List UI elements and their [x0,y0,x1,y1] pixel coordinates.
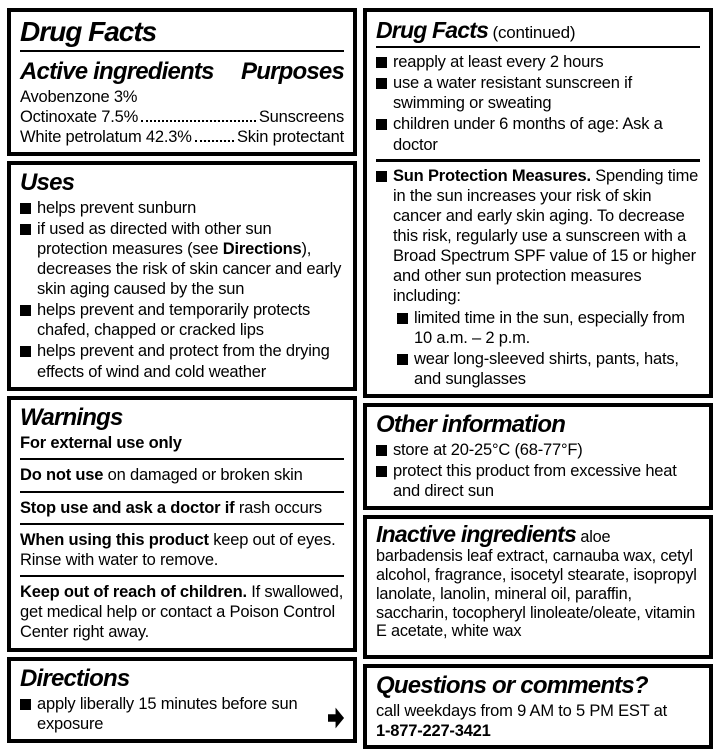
warning-text: If swallowed, get medical help or contact a Poison Control Center right away. [20,582,344,642]
phone-number: 1-877-227-3421 [376,721,491,740]
bullet-item [376,52,700,72]
inactive-ingredients-panel [363,515,713,659]
bullet-square-icon [376,445,387,456]
warning-text: rash occurs [234,498,322,517]
divider [376,46,700,48]
dotted-leader [195,140,234,142]
bullet-text-pre: if used as directed with other sun protection measures (see [37,219,272,258]
warning-item [20,582,344,642]
bullet-text: limited time in the sun, especially from 10 a.m. – 2 p.m. [414,308,685,347]
bullet-square-icon [376,171,387,182]
divider [376,159,700,162]
ingredient-name: White petrolatum 42.3% [20,128,192,147]
bullet-square-icon [397,354,408,365]
bullet-item [376,440,700,460]
bullet-square-icon [20,699,31,710]
ingredient-row [20,107,344,127]
bullet-text [393,166,700,307]
bullet-square-icon [20,305,31,316]
warning-lead: For external use only [20,434,182,453]
bullet-text-bold: Directions [222,239,302,258]
inactive-ingredients-heading: Inactive ingredients [376,521,577,548]
purposes-heading: Purposes [241,58,344,86]
uses-panel [7,161,357,391]
divider [20,523,344,525]
warnings-panel [7,396,357,653]
sun-protection-text: Spending time in the sun increases your risk of skin cancer and early skin aging. To decrease this risk, regularly use a sunscreen with a Broad Spectrum SPF value of 15 or higher and other sun protection measures including: [393,166,699,306]
questions-line: call weekdays from 9 AM to 5 PM EST at [376,701,668,720]
ingredient-row [20,127,344,147]
bullet-square-icon [376,466,387,477]
divider [20,491,344,493]
warning-lead: Keep out of reach of children. [20,582,247,601]
bullet-item [376,166,700,307]
bullet-item [20,341,344,381]
sub-bullet-item [397,308,700,348]
active-ingredients-header [20,56,344,87]
bullet-text: helps prevent and temporarily protects chafed, chapped or cracked lips [37,301,311,340]
warning-text: on damaged or broken skin [103,466,303,485]
continued-header [376,16,700,44]
warning-lead: When using this product [20,530,209,549]
bullet-text [37,219,344,300]
bullet-item [376,461,700,501]
warning-lead: Stop use and ask a doctor if [20,498,235,517]
active-ingredients-heading: Active ingredients [20,58,214,86]
ingredient-name: Avobenzone 3% [20,87,138,106]
bullet-item [20,219,344,300]
drug-facts-panel [7,8,357,156]
bullet-square-icon [376,119,387,130]
bullet-square-icon [376,78,387,89]
bullet-text: helps prevent sunburn [37,198,197,217]
continued-label: (continued) [492,23,576,42]
ingredient-purpose: Sunscreens [258,107,344,126]
bullet-text: helps prevent and protect from the drying effects of wind and cold weather [37,342,330,381]
bullet-text: children under 6 months of age: Ask a doctor [393,115,663,154]
warning-item [20,433,344,453]
bullet-item [20,198,344,218]
dotted-leader [141,120,256,122]
bullet-text-post: ), decreases the risk of skin cancer and early skin aging caused by the sun [37,239,342,299]
warning-item [20,530,344,570]
warning-item [20,498,344,518]
uses-heading: Uses [20,169,75,196]
bullet-square-icon [20,203,31,214]
bullet-item [376,114,700,154]
other-information-panel [363,403,713,510]
sun-protection-lead: Sun Protection Measures. [393,166,591,185]
ingredient-name: Octinoxate 7.5% [20,107,139,126]
warning-text: keep out of eyes. Rinse with water to remove. [20,530,336,569]
continuation-arrow-icon [328,706,345,735]
divider [20,575,344,577]
bullet-item [20,300,344,340]
questions-heading: Questions or comments? [376,672,648,700]
page-title-continued: Drug Facts [376,17,489,43]
divider [20,458,344,460]
warnings-heading: Warnings [20,403,123,431]
ingredient-purpose: Skin protectant [236,128,344,147]
right-column [363,8,713,749]
bullet-square-icon [20,346,31,357]
directions-panel [7,657,357,743]
divider [20,50,344,52]
bullet-text: use a water resistant sunscreen if swimming or sweating [393,74,632,113]
bullet-text: reapply at least every 2 hours [393,53,604,72]
bullet-text: store at 20-25°C (68-77°F) [393,440,583,459]
bullet-item [20,694,344,734]
directions-heading: Directions [20,665,130,693]
sub-bullet-item [397,349,700,389]
bullet-text: apply liberally 15 minutes before sun exposure [37,694,298,734]
bullet-square-icon [397,313,408,324]
page-title: Drug Facts [20,16,157,47]
left-column [7,8,357,749]
bullet-item [376,73,700,113]
other-information-heading: Other information [376,411,566,439]
ingredient-row [20,87,344,107]
bullet-square-icon [20,224,31,235]
drug-facts-continued-panel [363,8,713,398]
questions-panel [363,664,713,749]
bullet-text: wear long-sleeved shirts, pants, hats, and sunglasses [414,349,679,388]
warning-item [20,465,344,485]
inactive-ingredients-text: aloe barbadensis leaf extract, carnauba wax, cetyl alcohol, fragrance, isocetyl stearate, isopropyl lanolate, lanolin, mineral oil, paraffin, saccharin, tocopheryl linoleate/oleate, vitamin E acetate, white wax [376,528,697,641]
bullet-square-icon [376,57,387,68]
warning-lead: Do not use [20,466,104,485]
bullet-text: protect this product from excessive heat and direct sun [393,461,677,500]
